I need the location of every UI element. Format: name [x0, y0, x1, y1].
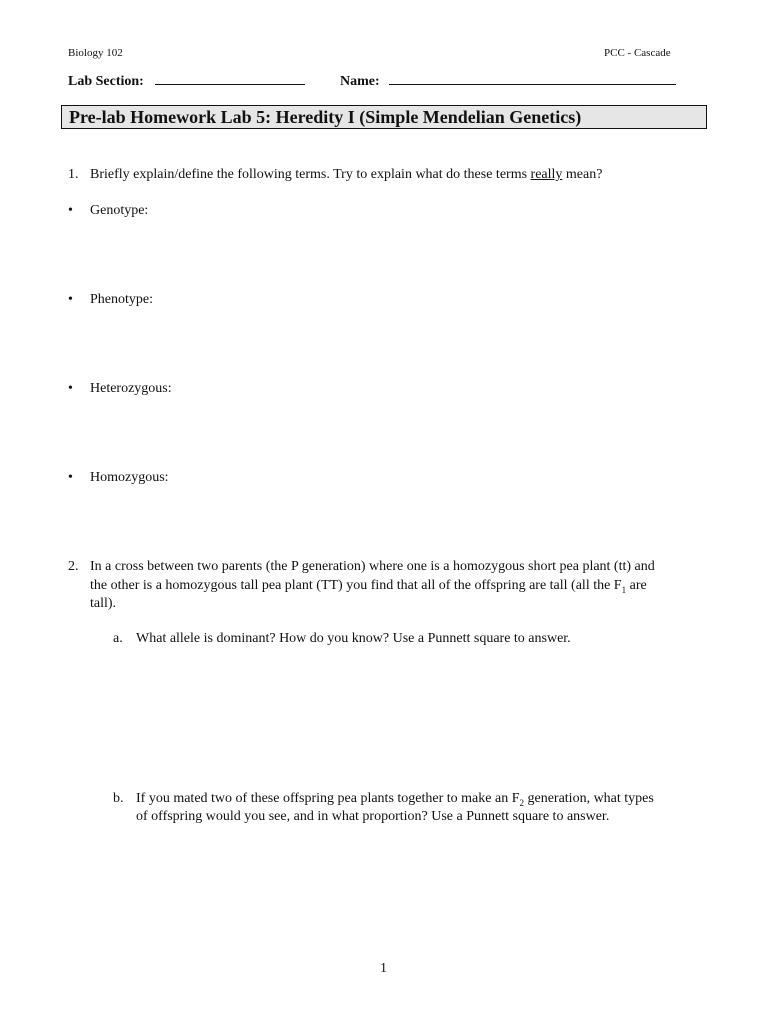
q2-line2-after: are [626, 578, 647, 593]
course-label: Biology 102 [68, 47, 123, 59]
name-field [340, 70, 676, 91]
lab-section-blank[interactable] [155, 70, 305, 85]
q2b-line1-after: generation, what types [523, 791, 654, 806]
q2a-label: a. [113, 631, 123, 646]
bullet-icon: • [68, 381, 73, 396]
q2-number: 2. [68, 559, 79, 574]
q2b-line1-sub: 2 [519, 797, 524, 808]
q1-text-underlined: really [530, 167, 563, 182]
term-genotype: Genotype: [90, 203, 149, 218]
page-title: Pre-lab Homework Lab 5: Heredity I (Simple Mendelian Genetics) [61, 105, 707, 129]
q1-text [90, 166, 602, 184]
bullet-icon: • [68, 203, 73, 218]
term-homozygous: Homozygous: [90, 470, 169, 485]
term-heterozygous: Heterozygous: [90, 381, 172, 396]
q2-line1: In a cross between two parents (the P generation) where one is a homozygous short pea plant (tt) and [90, 559, 655, 574]
q2-line2 [90, 577, 647, 599]
q1-number: 1. [68, 167, 79, 182]
term-phenotype: Phenotype: [90, 292, 153, 307]
school-label: PCC - Cascade [604, 47, 671, 59]
q2-line3: tall). [90, 596, 117, 611]
q2b-line2: of offspring would you see, and in what proportion? Use a Punnett square to answer. [136, 809, 610, 824]
name-label: Name: [340, 74, 380, 89]
bullet-icon: • [68, 292, 73, 307]
q2-line2-before: the other is a homozygous tall pea plant (TT) you find that all of the offspring are tall (all the F [90, 578, 622, 593]
page-number: 1 [380, 961, 387, 976]
q2a-text: What allele is dominant? How do you know? Use a Punnett square to answer. [136, 631, 571, 646]
name-blank[interactable] [389, 70, 676, 85]
q1-text-before: Briefly explain/define the following terms. Try to explain what do these terms [90, 167, 531, 182]
lab-section-label: Lab Section: [68, 74, 144, 89]
q1-text-after: mean? [562, 167, 603, 182]
q2b-label: b. [113, 791, 124, 806]
q2b-line1-before: If you mated two of these offspring pea plants together to make an F [136, 791, 520, 806]
bullet-icon: • [68, 470, 73, 485]
q2-line2-sub: 1 [621, 584, 627, 595]
lab-section-field [68, 70, 305, 91]
